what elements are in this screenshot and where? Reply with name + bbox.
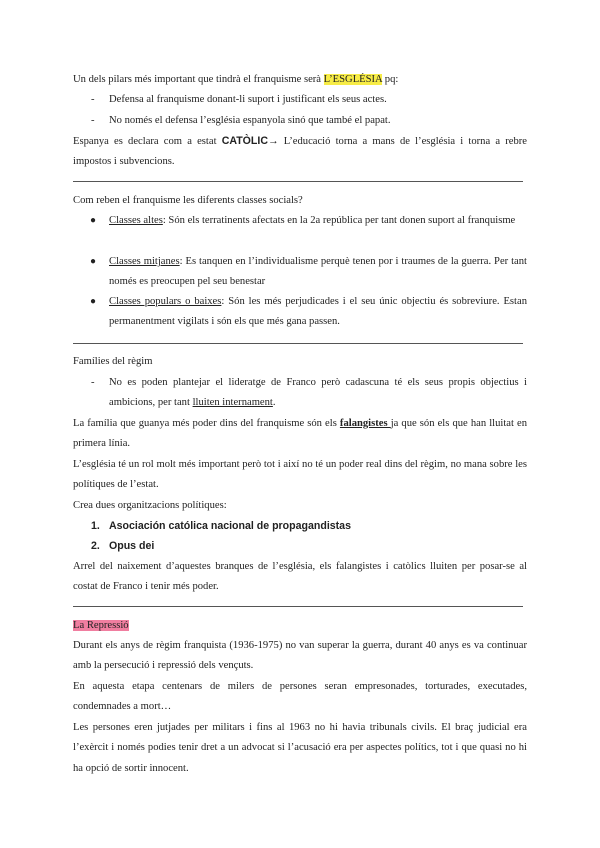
class-label: Classes mitjanes [109,256,180,267]
intro-text: Un dels pilars més important que tindrà el franquisme serà [73,74,324,85]
catholic-pre: Espanya es declara com a estat [73,136,222,147]
repression-paragraph-2: En aquesta etapa centenars de milers de persones seran empresonades, torturades, executades, condemnades a mort… [73,681,527,713]
dash-marker: - [91,377,95,388]
divider [73,181,523,182]
org-item-1: Asociación católica nacional de propagandistas [109,520,351,532]
branches-paragraph: Arrel del naixement d’aquestes branques de l’església, els falangistes i catòlics lluiten per posar-se al costat de Franco i tenir més poder. [73,561,527,593]
classes-question: Com reben el franquisme les diferents classes socials? [73,195,303,206]
families-dash-item [109,373,527,414]
bullet-icon: ● [90,296,97,307]
dash-marker: - [91,115,95,126]
highlight-esglesia: L’ESGLÉSIA [323,74,383,85]
org-number-1: 1. [91,520,100,532]
dash-item-2: No només el defensa l’església espanyola sinó que també el papat. [109,115,391,126]
arrow-icon: → [267,136,279,147]
families-dash-underlined: lluiten internament [192,397,273,409]
catholic-bold: CATÒLIC [221,135,268,147]
org-number-2: 2. [91,540,100,552]
divider [73,343,523,344]
repression-paragraph-3: Les persones eren jutjades per militars i fins al 1963 no hi havia tribunals civils. El braç judicial era l’exèrcit i només podies tenir dret a un advocat si l’acusació era per aspectes polítics, tot i que quasi no hi ha opció de sortir innocent. [73,722,527,774]
class-label: Classes populars o baixes [109,296,222,307]
class-item-high [109,211,527,231]
class-text: : Són les més perjudicades i el seu únic objectiu és sobreviure. Estan permanentment vigilats i són els que més gana passen. [109,296,527,328]
dash-marker: - [91,94,95,105]
class-item-middle [109,252,527,293]
falangistes-term: falangistes [339,418,391,429]
dash-item-1: Defensa al franquisme donant-li suport i justificant els seus actes. [109,94,387,105]
org-item-2: Opus dei [109,540,155,552]
class-item-low [109,292,527,333]
church-paragraph: L’església té un rol molt més important però tot i així no té un poder real dins del règim, no mana sobre les polítiques de l’estat. [73,459,527,491]
catholic-post: L’educació torna a mans de l’església i torna a rebre impostos i subvencions. [73,136,527,168]
class-text: : Són els terratinents afectats en la 2a república per tant donen suport al franquisme [162,215,516,226]
repression-heading-line [73,616,527,636]
families-heading: Famílies del règim [73,356,153,367]
class-text: : Es tanquen en l’individualisme perquè tenen por i traumes de la guerra. Per tant només es preocupen pel seu benestar [109,256,527,288]
families-dash-text: No es poden plantejar el lideratge de Franco però cadascuna té els seus propis objectius i ambicions, per tant [109,377,527,409]
falangistes-paragraph [73,414,527,455]
class-label: Classes altes [109,215,163,226]
intro-paragraph [73,70,527,90]
bullet-icon: ● [90,256,97,267]
repression-paragraph-1: Durant els anys de règim franquista (1936-1975) no van superar la guerra, durant 40 anys es va continuar amb la persecució i repressió dels vençuts. [73,640,527,672]
falangistes-post: ja que són els que han lluitat en primera línia. [73,418,528,450]
intro-suffix: pq: [382,74,399,85]
families-dash-end: . [272,397,276,409]
organizations-intro: Crea dues organitzacions polítiques: [73,500,227,511]
bullet-icon: ● [90,215,97,226]
divider [73,606,523,607]
falangistes-pre: La família que guanya més poder dins del franquisme són els [73,418,340,429]
repression-heading: La Repressió [73,620,129,631]
catholic-state-paragraph [73,131,527,173]
